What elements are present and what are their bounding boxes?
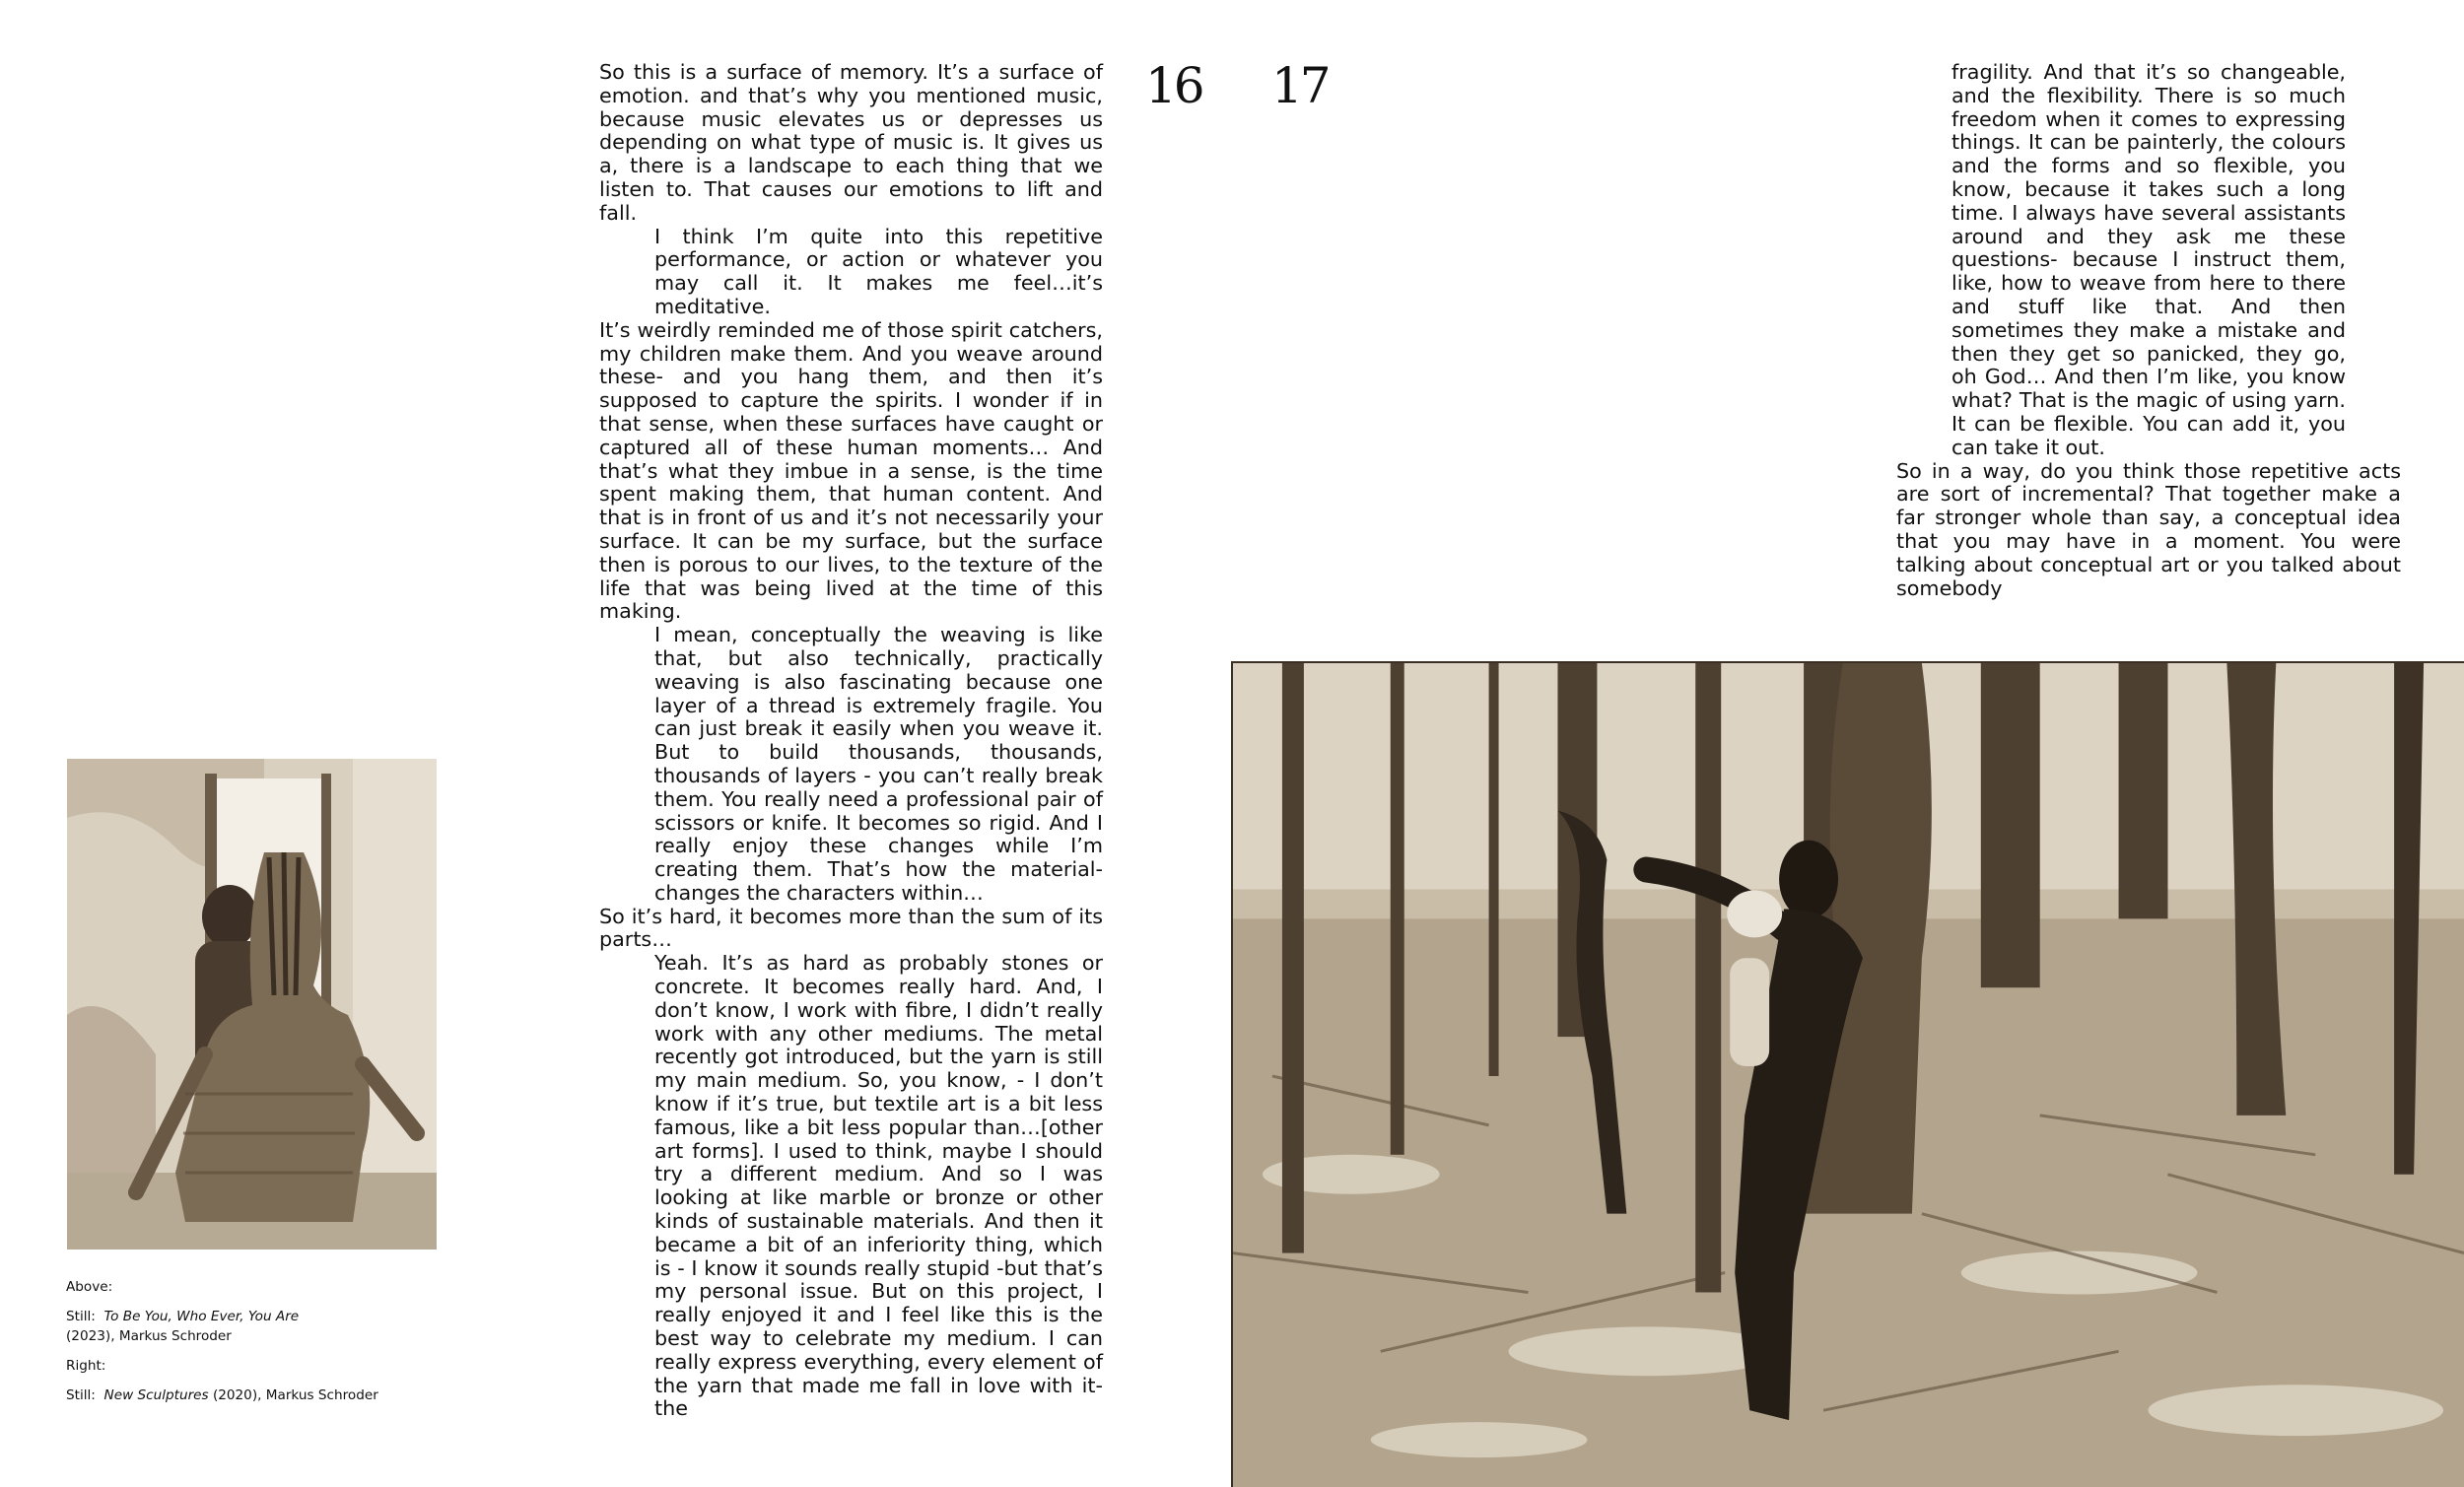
interviewer-question: So in a way, do you think those repetitive acts are sort of incremental? That together make a far stronger whole than say, a conceptual idea that you may have in a moment. You were talking about conceptual art or you talked about somebody xyxy=(1896,458,2401,600)
artist-answer: I mean, conceptually the weaving is like that, but also technically, practically weaving is also fascinating because one layer of a thread is extremely fragile. You can just break it easily when you weave it. But to build thousands, thousands, thousands of layers - you can’t really break them. You really need a professional pair of scissors or knife. It becomes so rigid. And I really enjoy these changes while I’m creating them. That’s how the material- changes the characters within… xyxy=(654,623,1103,905)
interviewer-question: So this is a surface of memory. It’s a surface of emotion. and that’s why you mentioned music, because music elevates us or depresses us depending on what type of music is. It gives us a, there is a landscape to each thing that we listen to. That causes our emotions to lift and fall. xyxy=(599,60,1103,225)
interview-text-right xyxy=(1896,61,2401,600)
interview-text-left xyxy=(599,61,1103,1421)
interviewer-question: So it’s hard, it becomes more than the sum of its parts… xyxy=(599,904,1103,952)
interviewer-question: It’s weirdly reminded me of those spirit catchers, my children make them. And you weave around these- and you hang them, and then it’s supposed to capture the spirits. I wonder if in that sense, when these surfaces have caught or captured all of these human moments… And that’s what they imbue in a sense, is the time spent making them, that human content. And that is in front of us and it’s not necessarily your surface. It can be my surface, but the surface then is porous to our lives, to the texture of the life that was being lived at the time of this making. xyxy=(599,317,1103,624)
still-photo-woven-figure xyxy=(67,759,437,1250)
caption-above-label: Above: xyxy=(66,1279,113,1295)
caption-above-text: Still: To Be You, Who Ever, You Are (2023), Markus Schroder xyxy=(66,1309,300,1344)
caption-right-title: New Sculptures xyxy=(103,1387,209,1403)
caption-right-label: Right: xyxy=(66,1358,106,1374)
page-number-left: 16 xyxy=(1145,57,1202,114)
caption-above-title: To Be You, Who Ever, You Are xyxy=(103,1309,300,1324)
image-captions xyxy=(66,1277,401,1415)
page-number-right: 17 xyxy=(1271,57,1329,114)
still-photo-forest-woman xyxy=(1231,661,2464,1487)
artist-answer: Yeah. It’s as hard as probably stones or concrete. It becomes really hard. And, I don’t know, I work with fibre, I didn’t really work with any other mediums. The metal recently got introduced, but the yarn is still my main medium. So, you know, - I don’t know if it’s true, but textile art is a bit less famous, like a bit less popular than…[other art forms]. I used to think, maybe I should try a different medium. And so I was looking at like marble or bronze or other kinds of sustainable materials. And then it became a bit of an inferiority thing, which is - I know it sounds really stupid -but that’s my personal issue. But on this project, I really enjoyed it and I feel like this is the best way to celebrate my medium. I can really express everything, every element of the yarn that made me fall in love with it- the xyxy=(654,951,1103,1421)
artist-answer: I think I’m quite into this repetitive performance, or action or whatever you may call it. It makes me feel…it’s meditative. xyxy=(654,224,1103,318)
caption-right-text: Still: New Sculptures (2020), Markus Schroder xyxy=(66,1387,378,1403)
artist-answer: fragility. And that it’s so changeable, and the flexibility. There is so much freedom when it comes to expressing things. It can be painterly, the colours and the forms and so flexible, you know, because it takes such a long time. I always have several assistants around and they ask me these questions- because I instruct them, like, how to weave from here to there and stuff like that. And then sometimes they make a mistake and then they get so panicked, they go, oh God… And then I’m like, you know what? That is the magic of using yarn. It can be flexible. You can add it, you can take it out. xyxy=(1951,60,2346,459)
